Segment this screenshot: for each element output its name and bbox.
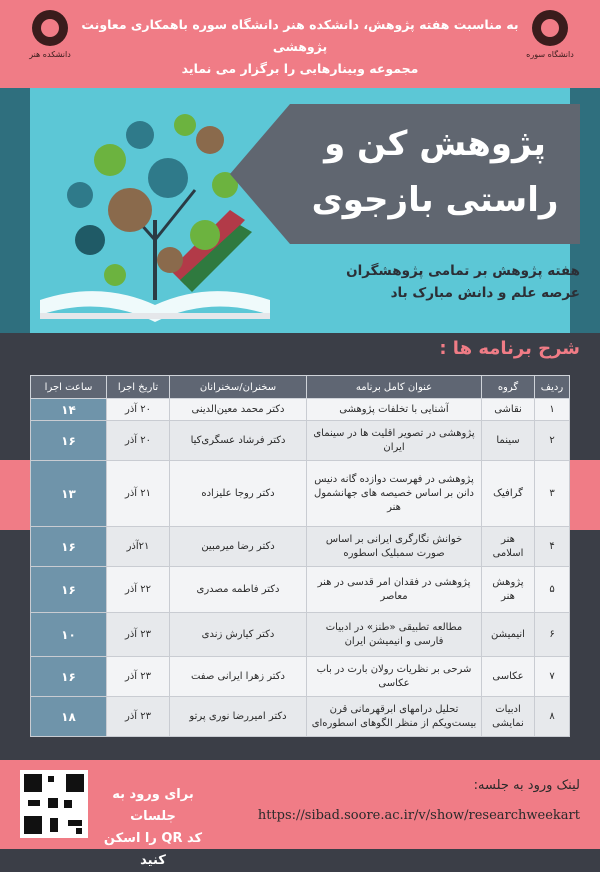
- column-header-date: تاریخ اجرا: [107, 376, 170, 399]
- art-faculty-logo: [18, 10, 82, 80]
- row-date: ۲۰ آذر: [107, 421, 170, 461]
- table-row: [31, 657, 570, 697]
- title-panel: [290, 104, 580, 244]
- table-row: [31, 567, 570, 613]
- row-speaker: دکتر امیررضا نوری پرتو: [170, 697, 307, 737]
- row-group: عکاسی: [482, 657, 535, 697]
- program-table: [30, 375, 570, 737]
- row-group: هنر اسلامی: [482, 527, 535, 567]
- table-row: [31, 461, 570, 527]
- slogan-line-1: هفته پژوهش بر تمامی پژوهشگران: [346, 263, 580, 279]
- chart-icon: [148, 158, 188, 198]
- row-index: ۴: [535, 527, 570, 567]
- qr-instruction-line-2: کد QR را اسکن کنید: [103, 831, 203, 868]
- row-date: ۲۰ آذر: [107, 399, 170, 421]
- row-date: ۲۳ آذر: [107, 657, 170, 697]
- row-title: شرحی بر نظریات رولان بارت در باب عکاسی: [307, 657, 482, 697]
- row-title: آشنایی با تخلفات پژوهشی: [307, 399, 482, 421]
- row-title: تحلیل درامهای ابرقهرمانی قرن بیست‌ویکم از منظر الگوهای اسطوره‌ای: [307, 697, 482, 737]
- logo-right-caption: دانشگاه سوره: [526, 50, 574, 59]
- row-title: پژوهشی در تصویر اقلیت ها در سینمای ایران: [307, 421, 482, 461]
- row-index: ۷: [535, 657, 570, 697]
- qr-instruction: [98, 784, 208, 872]
- seal-icon: [32, 10, 68, 46]
- flask-icon: [126, 121, 154, 149]
- column-header-title: عنوان کامل برنامه: [307, 376, 482, 399]
- slogan: [300, 260, 580, 304]
- row-time: ۱۶: [31, 527, 107, 567]
- globe-icon: [190, 220, 220, 250]
- row-speaker: دکتر فاطمه مصدری: [170, 567, 307, 613]
- row-speaker: دکتر محمد معین‌الدینی: [170, 399, 307, 421]
- header-line-2: مجموعه وبینارهایی را برگزار می نماید: [181, 61, 419, 76]
- column-header-time: ساعت اجرا: [31, 376, 107, 399]
- section-title: شرح برنامه ها :: [439, 338, 580, 359]
- qr-code-icon[interactable]: [20, 770, 88, 838]
- row-group: ادبیات نمایشی: [482, 697, 535, 737]
- row-time: ۱۳: [31, 461, 107, 527]
- logo-left-caption: دانشکده هنر: [29, 50, 71, 59]
- footer-band: [0, 760, 600, 849]
- row-group: گرافیک: [482, 461, 535, 527]
- table-header-row: [31, 376, 570, 399]
- column-header-index: ردیف: [535, 376, 570, 399]
- row-time: ۱۶: [31, 657, 107, 697]
- row-speaker: دکتر رضا میرمبین: [170, 527, 307, 567]
- row-date: ۲۱ آذر: [107, 461, 170, 527]
- title-line-1: پژوهش کن و: [324, 124, 546, 164]
- row-speaker: دکتر زهرا ایرانی صفت: [170, 657, 307, 697]
- row-index: ۵: [535, 567, 570, 613]
- row-group: پژوهش هنر: [482, 567, 535, 613]
- table-row: [31, 527, 570, 567]
- seal-icon: [532, 10, 568, 46]
- row-speaker: دکتر کیارش زندی: [170, 613, 307, 657]
- row-group: انیمیشن: [482, 613, 535, 657]
- row-title: مطالعه تطبیقی «طنز» در ادبیات فارسی و انیمیشن ایران: [307, 613, 482, 657]
- row-index: ۱: [535, 399, 570, 421]
- row-date: ۲۲ آذر: [107, 567, 170, 613]
- graduation-cap-icon: [108, 188, 152, 232]
- column-header-group: گروه: [482, 376, 535, 399]
- row-time: ۱۶: [31, 567, 107, 613]
- row-title: پژوهشی در فقدان امر قدسی در هنر معاصر: [307, 567, 482, 613]
- row-title: پژوهشی در فهرست دوازده گانه دنیس دانن بر اساس خصیصه های جهانشمول هنر: [307, 461, 482, 527]
- book-cover-icon: [40, 313, 270, 319]
- header-announcement: [80, 14, 520, 80]
- meeting-link-label: لینک ورود به جلسه:: [473, 778, 580, 793]
- slogan-line-2: عرصه علم و دانش مبارک باد: [390, 285, 580, 301]
- row-index: ۸: [535, 697, 570, 737]
- microscope-icon: [75, 225, 105, 255]
- row-speaker: دکتر فرشاد عسگری‌کیا: [170, 421, 307, 461]
- pencil-icon: [94, 144, 126, 176]
- table-row: [31, 421, 570, 461]
- meeting-link[interactable]: https://sibad.soore.ac.ir/v/show/researchweekart: [257, 808, 580, 823]
- table-row: [31, 613, 570, 657]
- lightbulb-icon: [104, 264, 126, 286]
- row-time: ۱۰: [31, 613, 107, 657]
- page-title: [290, 116, 580, 228]
- search-icon: [157, 247, 183, 273]
- row-index: ۳: [535, 461, 570, 527]
- qr-instruction-line-1: برای ورود به جلسات: [112, 787, 194, 824]
- title-line-2: راستی بازجوی: [311, 180, 559, 220]
- row-date: ۲۳ آذر: [107, 613, 170, 657]
- row-title: خوانش نگارگری ایرانی بر اساس صورت سمبلیک اسطوره: [307, 527, 482, 567]
- row-speaker: دکتر روجا علیزاده: [170, 461, 307, 527]
- header-line-1: به مناسبت هفته پژوهش، دانشکده هنر دانشگاه سوره باهمکاری معاونت پژوهشی: [81, 17, 519, 54]
- row-index: ۶: [535, 613, 570, 657]
- laptop-icon: [174, 114, 196, 136]
- row-time: ۱۴: [31, 399, 107, 421]
- table-row: [31, 399, 570, 421]
- row-group: سینما: [482, 421, 535, 461]
- row-time: ۱۶: [31, 421, 107, 461]
- table-row: [31, 697, 570, 737]
- row-group: نقاشی: [482, 399, 535, 421]
- column-header-speaker: سخنران/سخنرانان: [170, 376, 307, 399]
- clock-icon: [196, 126, 224, 154]
- row-date: ۲۳ آذر: [107, 697, 170, 737]
- row-index: ۲: [535, 421, 570, 461]
- book-icon: [67, 182, 93, 208]
- row-date: ۲۱آذر: [107, 527, 170, 567]
- university-logo: [518, 10, 582, 80]
- row-time: ۱۸: [31, 697, 107, 737]
